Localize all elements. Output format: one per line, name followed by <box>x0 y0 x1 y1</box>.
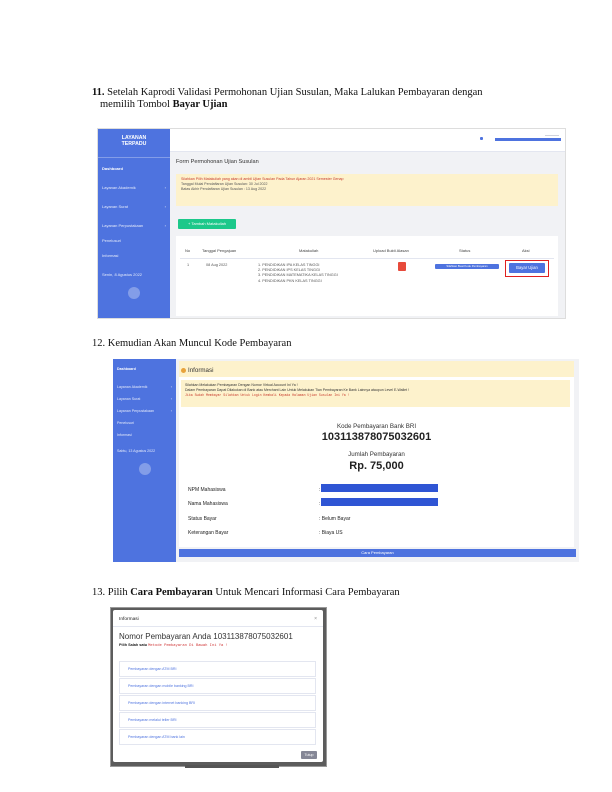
chevron-right-icon: › <box>170 409 172 413</box>
table-header: Status <box>459 248 471 253</box>
table-header: Aksi <box>522 248 530 253</box>
sidebar-item-penelusuri[interactable]: Penelusuri <box>102 238 121 243</box>
brand-line: LAYANAN <box>121 135 147 141</box>
sidebar-item-penelusuri[interactable]: Penelusuri <box>117 421 134 425</box>
step-text: Setelah Kaprodi Validasi Permohonan Ujian Susulan, Maka Lalukan Pembayaran dengan <box>107 87 483 98</box>
step-number: 11. <box>92 87 105 98</box>
sidebar-date: Sabtu, 13 Agustus 2022 <box>117 449 156 453</box>
table-header: No <box>185 248 191 253</box>
table-cell-date: 08 Aug 2022 <box>206 263 228 267</box>
pilih-red-text: Metode Pembayaran Di Bawah Ini Ya ! <box>148 644 228 648</box>
step-text: Untuk Mencari Informasi Cara Pembayaran <box>215 587 400 598</box>
step-text: memilih Tombol <box>100 99 170 110</box>
step-12-instruction: 12. Kemudian Akan Muncul Kode Pembayaran <box>92 338 292 349</box>
sidebar-item-label: Layanan Surat <box>102 204 129 209</box>
field-label: Nama Mahasiswa <box>188 501 228 507</box>
chevron-right-icon: › <box>164 185 166 190</box>
permohonan-table <box>176 236 558 316</box>
brand-line: TERPADU <box>121 141 147 147</box>
jumlah-label: Jumlah Pembayaran <box>348 451 405 458</box>
info-icon <box>181 368 186 373</box>
close-icon[interactable]: × <box>314 616 317 622</box>
course-item: 1. PENDIDIKAN IPA KELAS TINGGI <box>258 263 320 267</box>
sidebar-item-label: Layanan Akademik <box>102 185 136 190</box>
sidebar-item-perpustakaan[interactable] <box>113 405 176 417</box>
cara-pembayaran-button[interactable]: Cara Pembayaran <box>179 549 576 557</box>
table-cell-courses <box>258 263 338 284</box>
info-alert <box>176 174 558 206</box>
chevron-right-icon: › <box>170 397 172 401</box>
sidebar-item-informasi[interactable]: Informasi <box>117 433 132 437</box>
jumlah-value: Rp. 75,000 <box>349 460 404 472</box>
sidebar-toggle-button[interactable] <box>128 287 140 299</box>
alert-text: Dalam Pembayaran Dapat Dilakukan di Bank atau Merchant Lain Untuk Melakukan Tian Pembayaran Ke Bank Lainnya ataupun Level E-Wallet ! <box>185 388 409 392</box>
sidebar-item-label: Layanan Perpustakaan <box>102 223 144 228</box>
sidebar-item-dashboard[interactable]: Dashboard <box>102 166 123 171</box>
sidebar-item-akademik[interactable] <box>113 381 176 393</box>
table-header: Upload Bukti Alasan <box>373 248 409 253</box>
step-bold-text: Cara Pembayaran <box>130 587 213 598</box>
bayar-ujian-button[interactable]: Bayar Ujian <box>509 263 545 273</box>
redacted-nama <box>321 498 438 506</box>
chevron-right-icon: › <box>164 204 166 209</box>
sidebar-item-dashboard[interactable]: Dashboard <box>117 367 136 371</box>
table-cell-no: 1 <box>187 263 190 267</box>
alert-text: Silahkan Melakukan Pembayaran Dengan Nomor Virtual Account Ini Ya ! <box>185 383 298 387</box>
pilih-text: Pilih Salah satu <box>119 643 148 647</box>
sidebar-toggle-button[interactable] <box>139 463 151 475</box>
screenshot-kode-pembayaran <box>113 359 579 562</box>
sidebar-item-surat[interactable] <box>113 393 176 405</box>
screenshot-form-permohonan <box>97 128 566 319</box>
info-alert <box>181 380 570 407</box>
sidebar-item-perpustakaan[interactable] <box>98 219 170 232</box>
informasi-card <box>179 361 574 547</box>
field-label: Status Bayar <box>188 516 217 522</box>
course-item: 4. PENDIDIKAN PKN KELAS TINGGI <box>258 278 322 283</box>
screenshot-bottom-edge <box>185 765 279 768</box>
sidebar-item-label: Layanan Akademik <box>117 385 148 389</box>
payment-option[interactable]: Pembayaran dengan ATM BRI <box>119 661 316 677</box>
sidebar-item-label: Layanan Surat <box>117 397 141 401</box>
course-item: 2. PENDIDIKAN IPS KELAS TINGGI <box>258 268 320 273</box>
card-title-text: Informasi <box>188 367 214 374</box>
sidebar-date: Senin, 8 Agustus 2022 <box>102 272 143 277</box>
sidebar-item-label: Layanan Perpustakaan <box>117 409 154 413</box>
kode-value: 103113878075032601 <box>321 431 432 443</box>
tutup-button[interactable]: Tutup <box>301 751 317 759</box>
sidebar-item-akademik[interactable] <box>98 181 170 194</box>
field-value: : <box>319 487 321 493</box>
field-value: : Belum Bayar <box>319 516 351 522</box>
chevron-right-icon: › <box>170 385 172 389</box>
informasi-modal <box>113 610 323 762</box>
payment-option[interactable]: Pembayaran dengan internet banking BRI <box>119 695 316 711</box>
status-badge: Silahkan Buat Kode Pembayaran <box>435 264 499 269</box>
topbar <box>170 129 565 152</box>
alert-text: Jika Sudah Membayar Silahkan Untuk Login Kembali Kepada Halaman Ujian Susulan Ini Ya ! <box>185 393 350 397</box>
pdf-file-icon[interactable] <box>398 262 406 271</box>
form-title: Form Permohonan Ujian Susulan <box>176 159 259 165</box>
table-header: Matakuliah <box>299 248 319 253</box>
pilih-instruction <box>119 643 228 648</box>
field-value: : <box>319 501 321 507</box>
step-bold-text: Bayar Ujian <box>172 99 228 110</box>
sidebar-brand <box>98 129 170 158</box>
bell-icon[interactable] <box>480 137 483 140</box>
modal-divider <box>113 626 323 627</box>
redacted-npm <box>321 484 438 492</box>
topbar-divider <box>545 135 559 136</box>
kode-label: Kode Pembayaran Bank BRI <box>336 423 417 430</box>
field-label: NPM Mahasiswa <box>188 487 226 493</box>
table-header: Tanggal Pengajuan <box>202 248 237 253</box>
field-label: Keterangan Bayar <box>188 530 229 536</box>
step-13-instruction <box>92 587 400 598</box>
sidebar <box>98 129 170 318</box>
add-matakuliah-button[interactable]: + Tambah Matakuliah <box>178 219 236 229</box>
step-11-instruction <box>92 87 552 111</box>
alert-text: Tanggal Mulai Pendaftaran Ujian Susulan: 30 Jul 2022 <box>181 182 268 186</box>
nomor-pembayaran: Nomor Pembayaran Anda 103113878075032601 <box>119 632 293 641</box>
course-item: 3. PENDIDIKAN MATEMATIKA KELAS TINGGI <box>258 273 338 278</box>
payment-option[interactable]: Pembayaran melalui teller BRI <box>119 712 316 728</box>
card-header-bg <box>179 361 574 377</box>
alert-text: Silahkan Pilih Matakuliah yang akan di ambil Ujian Susulan Pada Tahun Ajaran 2021 Semester Genap <box>181 177 344 181</box>
field-value: : Biaya US <box>319 530 343 536</box>
table-divider <box>180 258 554 259</box>
sidebar <box>113 359 176 562</box>
card-title <box>181 367 213 374</box>
step-text: 13. Pilih <box>92 587 128 598</box>
user-profile-bar[interactable] <box>495 138 561 141</box>
screenshot-cara-pembayaran-modal <box>110 607 327 767</box>
chevron-right-icon: › <box>164 223 166 228</box>
sidebar-item-surat[interactable] <box>98 200 170 213</box>
payment-option[interactable]: Pembayaran dengan mobile banking BRI <box>119 678 316 694</box>
modal-title: Informasi <box>119 617 139 622</box>
sidebar-item-informasi[interactable]: Informasi <box>102 253 119 258</box>
alert-text: Batas Akhir Pendaftaran Ujian Susulan : 13 Aug 2022 <box>181 187 267 191</box>
payment-option[interactable]: Pembayaran dengan ATM bank lain <box>119 729 316 745</box>
